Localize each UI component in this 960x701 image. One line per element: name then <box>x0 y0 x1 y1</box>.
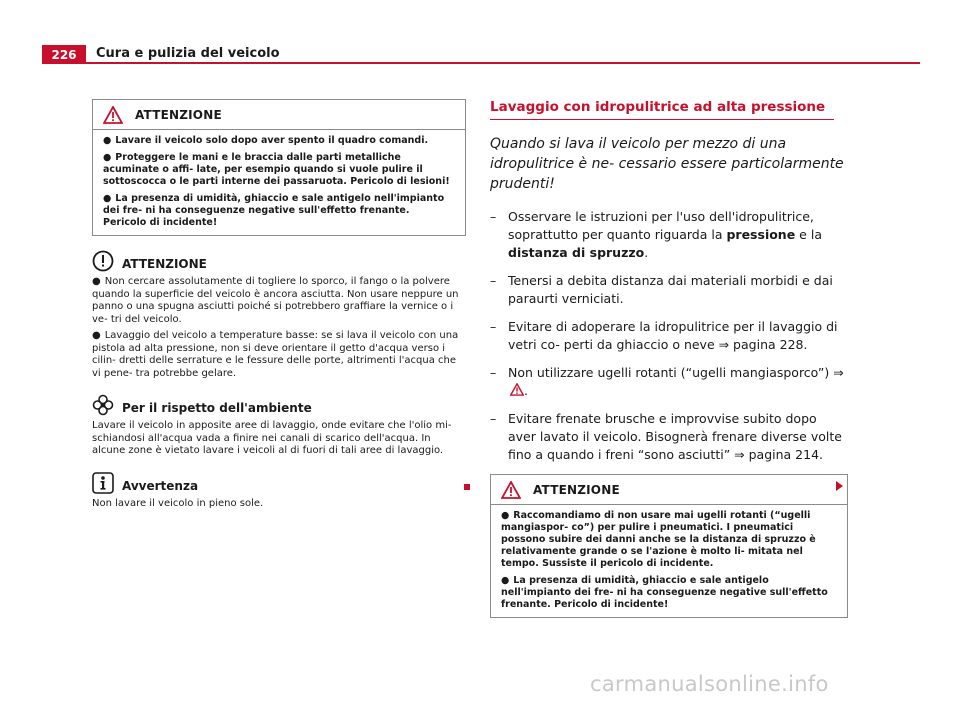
note-text: Non lavare il veicolo in pieno sole. <box>92 497 264 509</box>
warning-triangle-icon <box>103 106 123 124</box>
page-number: 226 <box>42 45 86 64</box>
warning-body <box>93 130 465 235</box>
left-column <box>92 99 466 514</box>
watermark: carmanualsonline.info <box>590 672 829 696</box>
warning-item: ● Proteggere le mani e le braccia dalle parti metalliche acuminate o affi- late, per esempio quando si vuole pulire il sottoscocca o le parti interne dei passaruota. Pericolo di lesioni! <box>103 152 450 187</box>
warning-header <box>491 475 847 505</box>
continue-arrow-icon <box>836 481 843 491</box>
warning-header <box>93 100 465 130</box>
environment-header <box>92 394 466 416</box>
section-title: Lavaggio con idropulitrice ad alta pressione <box>490 99 834 120</box>
caution-item: ● Non cercare assolutamente di togliere lo sporco, il fango o la polvere quando la superficie del veicolo è ancora asciutta. Non usare neppure un panno o una spugna asciutti poiché si potrebbero graffiare la vernice o i ve- tri del veicolo. <box>92 276 459 325</box>
warning-triangle-icon[interactable] <box>510 383 524 396</box>
caution-header <box>92 250 466 272</box>
caution-body <box>92 276 466 380</box>
info-icon <box>92 472 114 494</box>
caution-section <box>92 250 466 380</box>
warning-item: ● La presenza di umidità, ghiaccio e sale antigelo nell'impianto dei fre- ni ha conseguenze negative sull'effetto frenante. Pericolo di incidente! <box>103 193 445 228</box>
environment-text: Lavare il veicolo in apposite aree di lavaggio, onde evitare che l'olio mi- schiandosi all'acqua vada a finire nei canali di scarico dell'acqua. In alcune zone è vietato lavare i veicoli al di fuori di tali aree di lavaggio. <box>92 420 452 456</box>
environment-section <box>92 394 466 458</box>
instruction-list <box>490 208 848 464</box>
caution-title: ATTENZIONE <box>122 257 207 271</box>
section-lead: Quando si lava il veicolo per mezzo di una idropulitrice è ne- cessario essere particolarmente prudenti! <box>490 136 844 192</box>
environment-body <box>92 420 466 458</box>
note-body <box>92 498 466 511</box>
warning-body <box>491 505 847 617</box>
note-section <box>92 472 466 511</box>
page-link-214[interactable]: Evitare frenate brusche e improvvise subito dopo aver lavato il veicolo. Bisognerà frenare diverse volte fino a quando i freni “sono asciutti” ⇒ pagina 214. <box>508 411 842 462</box>
list-item: – Non utilizzare ugelli rotanti (“ugelli mangiasporco”) ⇒ . <box>490 365 844 398</box>
warning-title: ATTENZIONE <box>135 107 222 122</box>
note-header <box>92 472 466 494</box>
warning-item: ● La presenza di umidità, ghiaccio e sale antigelo nell'impianto dei fre- ni ha conseguenze negative sull'effetto frenante. Pericolo di incidente! <box>501 575 828 610</box>
exclamation-circle-icon <box>92 250 114 272</box>
list-item: – Osservare le istruzioni per l'uso dell'idropulitrice, soprattutto per quanto riguarda la pressione e la distanza di spruzzo. <box>490 209 822 260</box>
chapter-title: Cura e pulizia del veicolo <box>96 46 280 61</box>
list-item: – Evitare frenate brusche e improvvise subito dopo aver lavato il veicolo. Bisognerà frenare diverse volte fino a quando i freni “sono asciutti” ⇒ pagina 214. <box>490 410 848 464</box>
list-item: – Tenersi a debita distanza dai materiali morbidi e dai paraurti verniciati. <box>490 273 833 306</box>
warning-item: ● Lavare il veicolo solo dopo aver spento il quadro comandi. <box>103 135 429 146</box>
section-end-marker <box>464 484 470 490</box>
warning-item: ● Raccomandiamo di non usare mai ugelli rotanti (“ugelli mangiaspor- co”) per pulire i pneumatici. I pneumatici possono subire dei danni anche se la distanza di spruzzo è relativamente grande o se l'azione è molto li- mitata nel tempo. Sussiste il pericolo di incidente. <box>501 510 816 569</box>
warning-title: ATTENZIONE <box>533 482 620 497</box>
header-rule <box>42 62 920 64</box>
environment-title: Per il rispetto dell'ambiente <box>122 401 312 415</box>
caution-item: ● Lavaggio del veicolo a temperature basse: se si lava il veicolo con una pistola ad alta pressione, non si deve orientare il getto d'acqua verso i cilin- dretti delle serrature e le fessure delle porte, altrimenti l'acqua che vi pene- tra potrebbe gelare. <box>92 330 459 379</box>
flower-icon <box>92 394 114 416</box>
warning-triangle-icon <box>501 481 521 499</box>
warning-box <box>490 474 848 618</box>
page-link-228[interactable]: Evitare di adoperare la idropulitrice per il lavaggio di vetri co- perti da ghiaccio o neve ⇒ pagina 228. <box>508 319 838 352</box>
note-title: Avvertenza <box>122 478 199 493</box>
list-item: – Evitare di adoperare la idropulitrice per il lavaggio di vetri co- perti da ghiaccio o neve ⇒ pagina 228. <box>490 318 848 354</box>
warning-box <box>92 99 466 236</box>
right-column <box>490 99 848 618</box>
